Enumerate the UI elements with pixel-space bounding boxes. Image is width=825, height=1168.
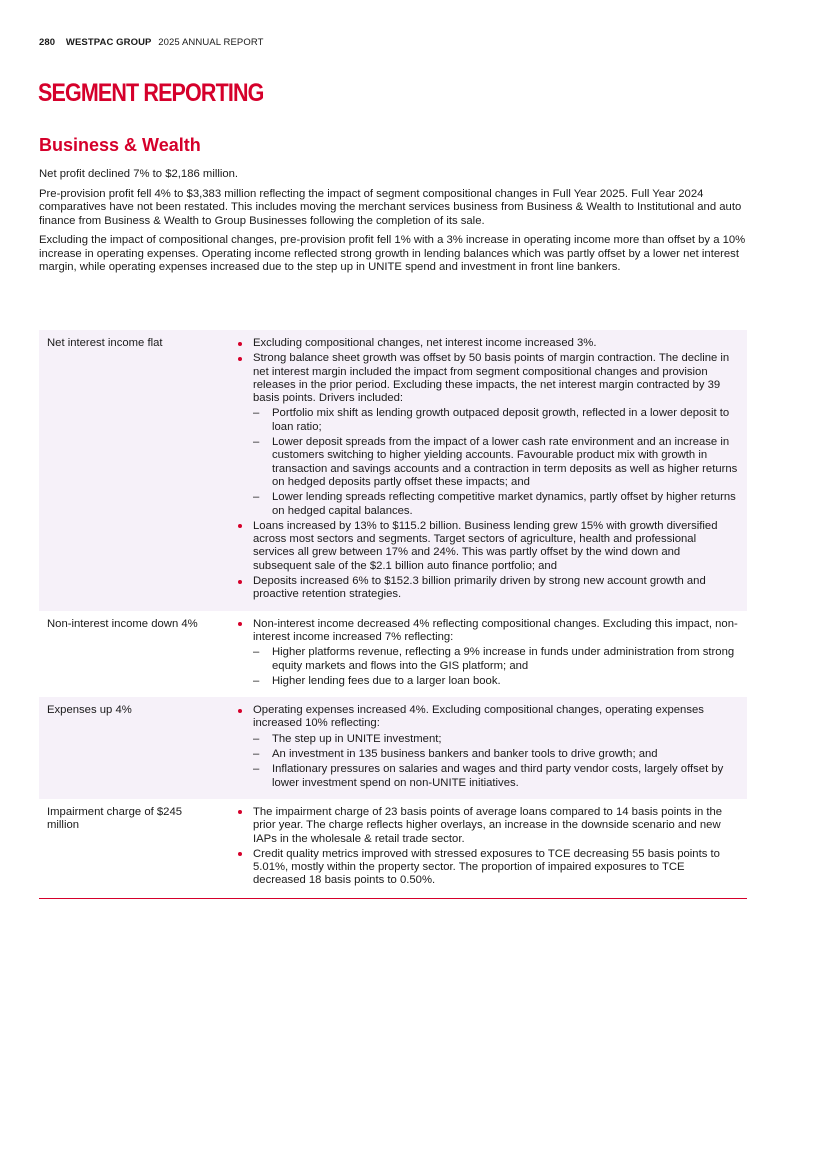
intro-paragraph: Pre-provision profit fell 4% to $3,383 million reflecting the impact of segment compositional changes in Full Year 2025. Full Year 2024 comparatives have not been restated. This includes moving the merchant services business from Business & Wealth to Institutional and auto finance from Business & Wealth to Group Businesses following the completion of its sale. xyxy=(39,187,742,227)
header-group-name: WESTPAC GROUP xyxy=(65,37,152,48)
bullet-item: Excluding compositional changes, net interest income increased 3%. xyxy=(233,337,739,350)
dash-item: – The step up in UNITE investment; xyxy=(253,733,739,746)
table-row xyxy=(39,799,747,898)
page-header xyxy=(39,37,264,48)
dash-item: – An investment in 135 business bankers and banker tools to drive growth; and xyxy=(253,748,739,761)
row-label: Expenses up 4% xyxy=(39,697,221,799)
bullet-item: Loans increased by 13% to $115.2 billion. Business lending grew 15% with growth diversified across most sectors and segments. Target sectors of agriculture, health and professional services all grew between 17% and 24%. This was partly offset by the wind down and subsequent sale of the $2.1 billion auto finance portfolio; and xyxy=(233,520,739,573)
row-content xyxy=(221,611,747,697)
bullet-list xyxy=(233,704,739,790)
dash-list xyxy=(253,646,739,688)
row-content xyxy=(221,697,747,799)
dash-list xyxy=(253,733,739,790)
dash-item: – Higher platforms revenue, reflecting a 9% increase in funds under administration from strong equity markets and flows into the GIS platform; and xyxy=(253,646,739,673)
bullet-item: Non-interest income decreased 4% reflecting compositional changes. Excluding this impact, non-interest income increased 7% reflecting: – Higher platforms revenue, reflecting a 9% increase in funds under administration from strong equity markets and flows into the GIS platform; and – Higher lending fees due to a larger loan book. xyxy=(233,618,739,688)
table-row xyxy=(39,697,747,799)
bullet-item: Strong balance sheet growth was offset by 50 basis points of margin contraction. The decline in net interest margin included the impact from segment compositional changes and provision releases in the prior period. Excluding these impacts, the net interest margin contracted by 39 basis points. Drivers included: – Portfolio mix shift as lending growth outpaced deposit growth, reflected in a lower deposit to loan ratio; – Lower deposit spreads from the impact of a lower cash rate environment and an increase in customers switching to higher yielding accounts. Favourable product mix with growth in transaction and savings accounts and a contraction in term deposits as well as higher returns on hedged deposits partly offset these impacts; and – Lower lending spreads reflecting competitive market dynamics, partly offset by higher returns on hedged capital balances. xyxy=(233,352,739,518)
bullet-item: Credit quality metrics improved with stressed exposures to TCE decreasing 55 basis points to 5.01%, mostly within the property sector. The proportion of impaired exposures to TCE decreased 18 basis points to 0.50%. xyxy=(233,848,739,888)
intro-paragraphs xyxy=(39,168,749,281)
intro-paragraph: Excluding the impact of compositional changes, pre-provision profit fell 1% with a 3% increase in operating income more than offset by a 10% increase in operating expenses. Operating income reflected strong growth in lending balances which was partly offset by a lower net interest margin, while operating expenses increased due to the step up in UNITE spend and investment in front line bankers. xyxy=(39,234,746,273)
table-row xyxy=(39,611,747,697)
table-row xyxy=(39,330,747,611)
dash-item: – Inflationary pressures on salaries and wages and third party vendor costs, largely offset by lower investment spend on non-UNITE initiatives. xyxy=(253,763,739,790)
bullet-item: The impairment charge of 23 basis points of average loans compared to 14 basis points in the prior year. The charge reflects higher overlays, an increase in the downside scenario and new IAPs in the wholesale & retail trade sector. xyxy=(233,806,739,846)
subsection-title: Business & Wealth xyxy=(39,135,201,155)
bullet-item: Operating expenses increased 4%. Excluding compositional changes, operating expenses increased 10% reflecting: – The step up in UNITE investment; – An investment in 135 business bankers and banker tools to drive growth; and – Inflationary pressures on salaries and wages and third party vendor costs, largely offset by lower investment spend on non-UNITE initiatives. xyxy=(233,704,739,790)
segment-commentary-table xyxy=(39,330,747,899)
row-content xyxy=(221,330,747,611)
bullet-list xyxy=(233,618,739,688)
row-label: Impairment charge of $245 million xyxy=(39,799,221,898)
row-label: Net interest income flat xyxy=(39,330,221,611)
bullet-item: Deposits increased 6% to $152.3 billion primarily driven by strong new account growth and proactive retention strategies. xyxy=(233,575,739,602)
bullet-list xyxy=(233,337,739,602)
bullet-list xyxy=(233,806,739,888)
dash-item: – Lower lending spreads reflecting competitive market dynamics, partly offset by higher returns on hedged capital balances. xyxy=(253,491,739,518)
dash-item: – Lower deposit spreads from the impact of a lower cash rate environment and an increase in customers switching to higher yielding accounts. Favourable product mix with growth in transaction and savings accounts and a contraction in term deposits as well as higher returns on hedged deposits partly offset these impacts; and xyxy=(253,436,739,489)
dash-item: – Portfolio mix shift as lending growth outpaced deposit growth, reflected in a lower deposit to loan ratio; xyxy=(253,407,739,434)
intro-paragraph: Net profit declined 7% to $2,186 million. xyxy=(39,168,239,180)
dash-list xyxy=(253,407,739,517)
section-title: SEGMENT REPORTING xyxy=(38,79,264,107)
dash-item: – Higher lending fees due to a larger loan book. xyxy=(253,675,739,688)
page-number: 280 xyxy=(39,37,56,48)
row-content xyxy=(221,799,747,898)
header-report-name: 2025 ANNUAL REPORT xyxy=(158,37,264,48)
row-label: Non-interest income down 4% xyxy=(47,617,198,630)
